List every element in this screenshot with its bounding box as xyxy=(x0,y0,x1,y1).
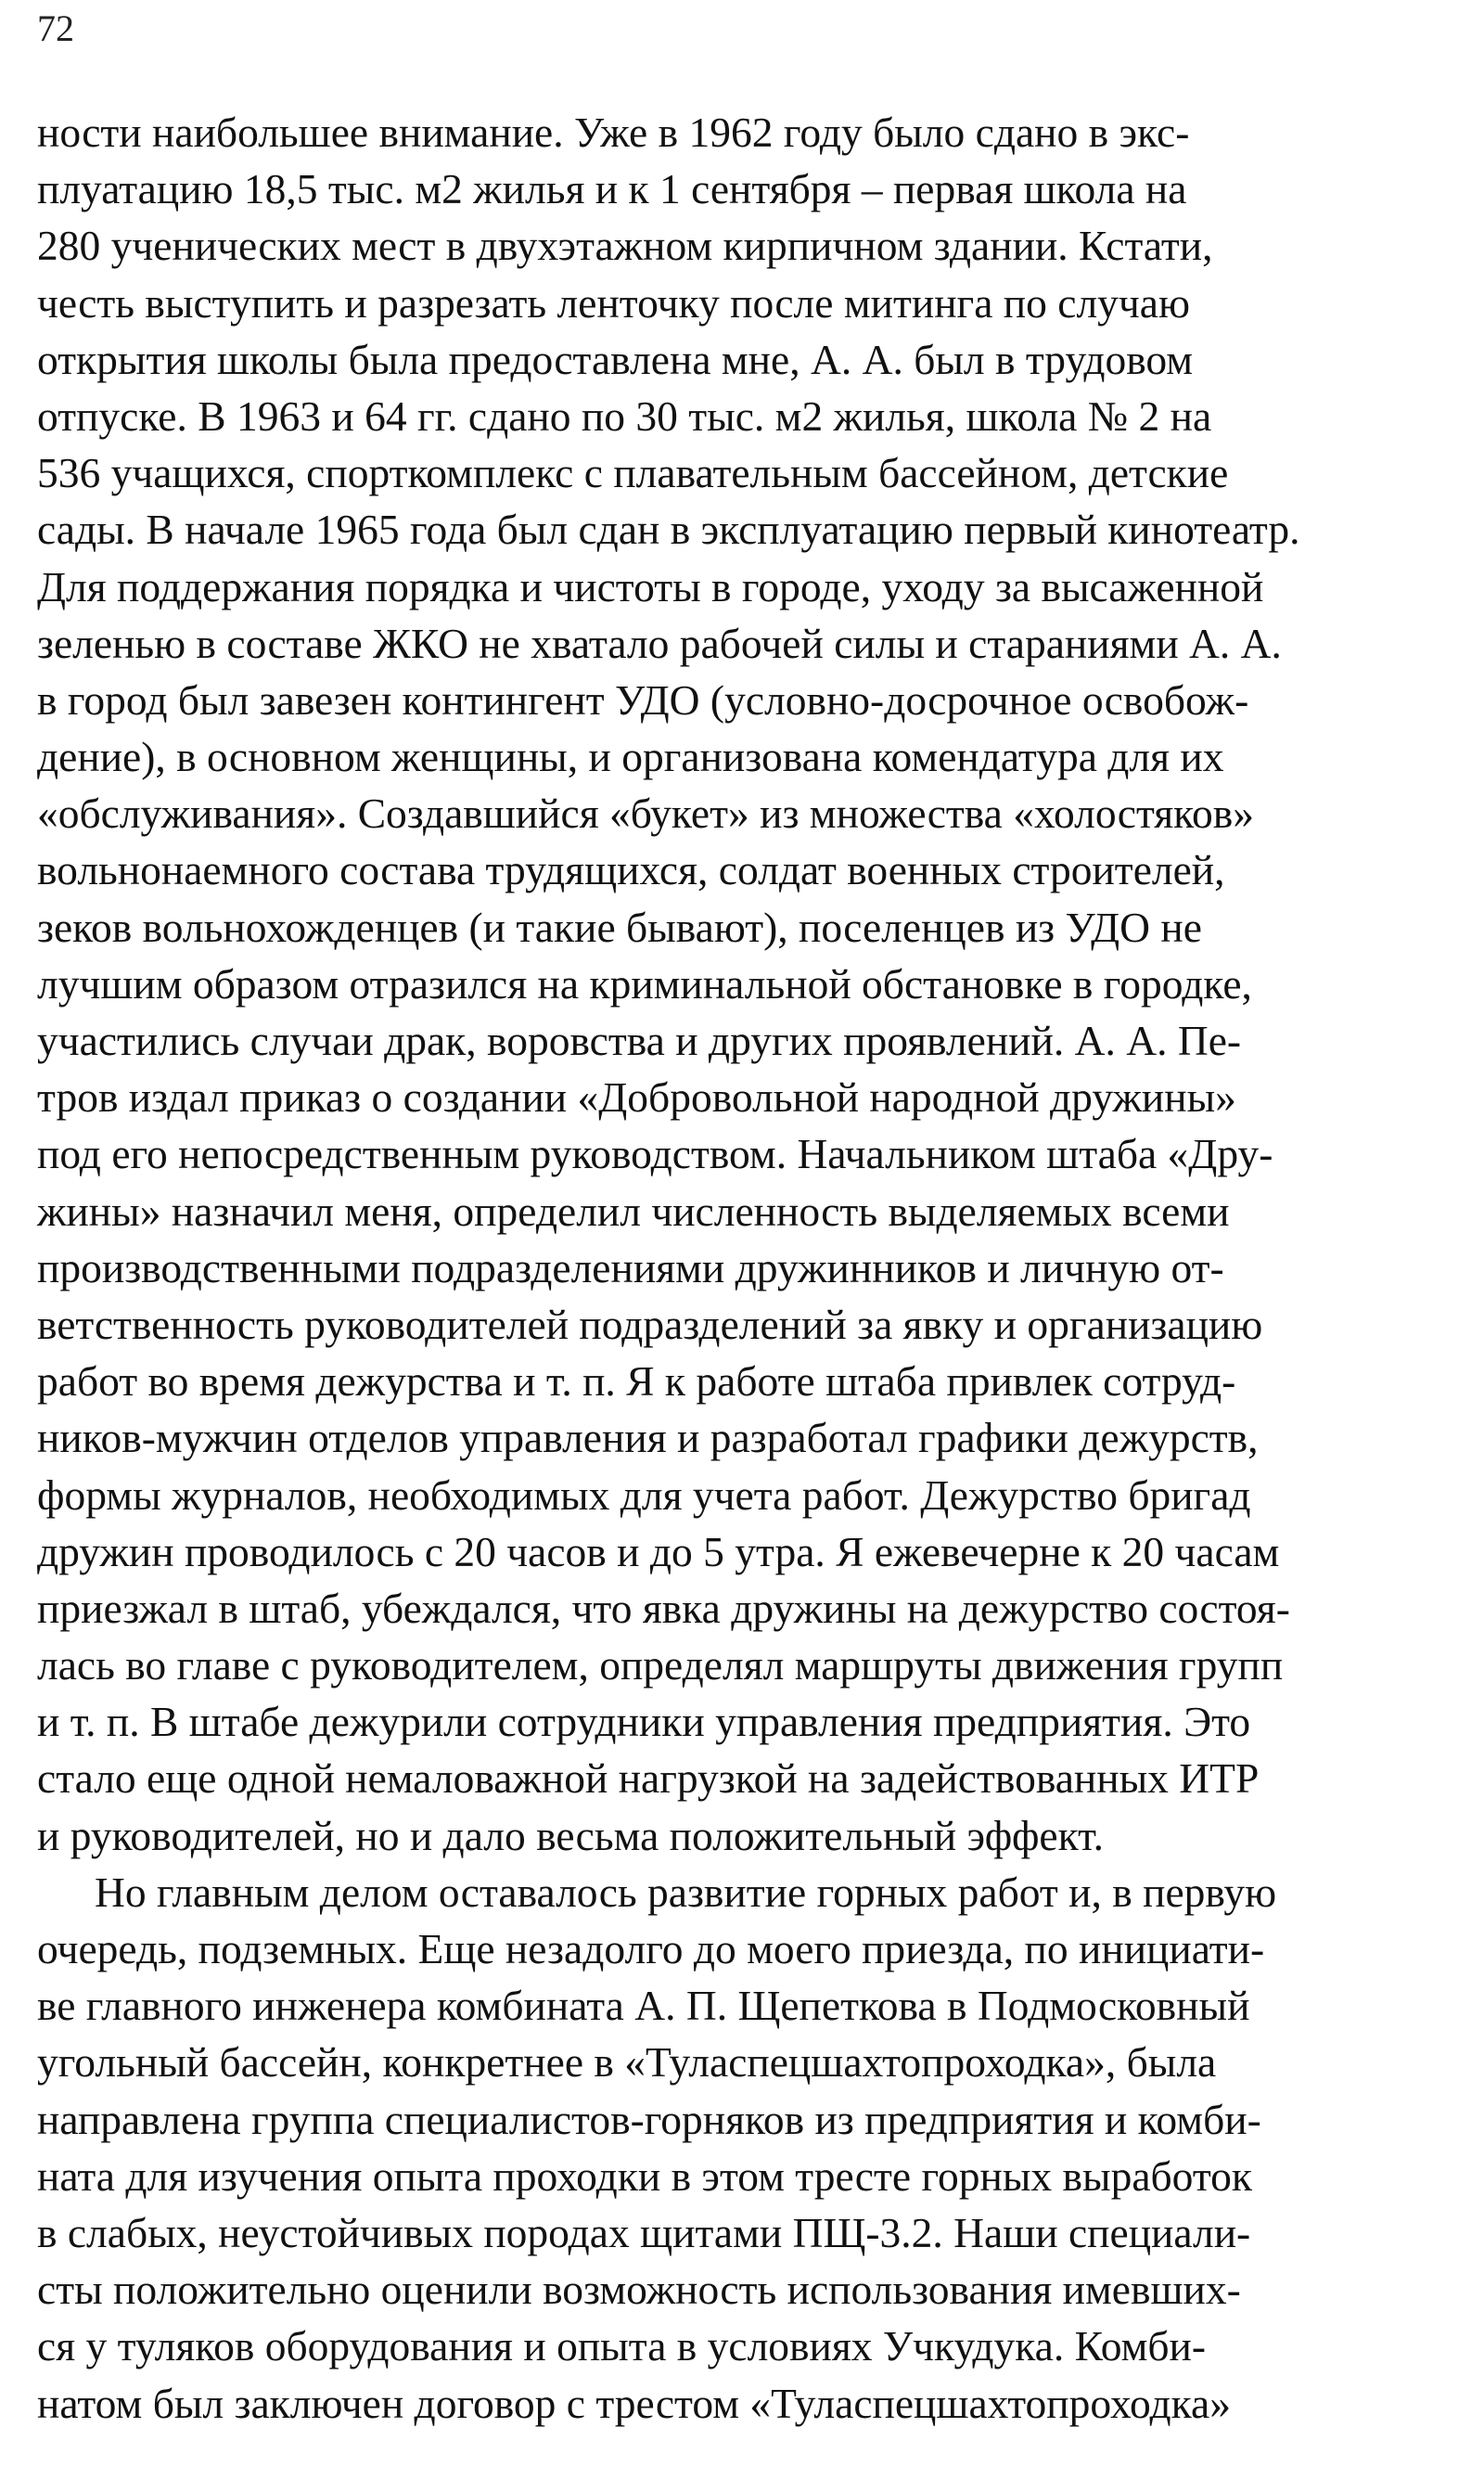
text-line: ников-мужчин отделов управления и разработал графики дежурств, xyxy=(37,1414,1259,1462)
text-line: открытия школы была предоставлена мне, А. А. был в трудовом xyxy=(37,335,1194,383)
text-line: тров издал приказ о создании «Добровольной народной дружины» xyxy=(37,1073,1236,1122)
text-line: ве главного инженера комбината А. П. Щепеткова в Подмосковный xyxy=(37,1982,1250,2030)
text-line: Но главным делом оставалось развитие горных работ и, в первую xyxy=(95,1868,1277,1916)
text-line: и т. п. В штабе дежурили сотрудники управления предприятия. Это xyxy=(37,1698,1251,1746)
text-line: вольнонаемного состава трудящихся, солдат военных строителей, xyxy=(37,846,1225,894)
text-line: 536 учащихся, спорткомплекс с плавательным бассейном, детские xyxy=(37,449,1229,497)
text-line: честь выступить и разрезать ленточку после митинга по случаю xyxy=(37,278,1190,327)
text-line: лась во главе с руководителем, определял маршруты движения групп xyxy=(37,1641,1284,1689)
text-line: и руководителей, но и дало весьма положительный эффект. xyxy=(37,1811,1104,1859)
text-line: очередь, подземных. Еще незадолго до моего приезда, по инициати- xyxy=(37,1925,1265,1972)
text-line: отпуске. В 1963 и 64 гг. сдано по 30 тыс. м2 жилья, школа № 2 на xyxy=(37,392,1212,440)
text-line: дение), в основном женщины, и организована комендатура для их xyxy=(37,733,1224,781)
text-line: направлена группа специалистов-горняков из предприятия и комби- xyxy=(37,2095,1261,2143)
text-line: угольный бассейн, конкретнее в «Туласпецшахтопроходка», была xyxy=(37,2038,1217,2087)
text-line: зеленью в составе ЖКО не хватало рабочей силы и стараниями А. А. xyxy=(37,619,1282,667)
text-line: ветственность руководителей подразделений за явку и организацию xyxy=(37,1300,1263,1348)
text-line: под его непосредственным руководством. Начальником штаба «Дру- xyxy=(37,1130,1273,1178)
text-line: зеков вольнохожденцев (и такие бывают), поселенцев из УДО не xyxy=(37,903,1202,951)
paragraph xyxy=(37,1864,1447,2432)
text-line: участились случаи драк, воровства и других проявлений. А. А. Пе- xyxy=(37,1017,1242,1064)
text-line: «обслуживания». Создавшийся «букет» из множества «холостяков» xyxy=(37,790,1254,838)
text-line: сты положительно оценили возможность использования имевших- xyxy=(37,2266,1241,2314)
text-line: жины» назначил меня, определил численность выделяемых всеми xyxy=(37,1187,1230,1235)
paragraph xyxy=(37,104,1447,1864)
text-line: Для поддержания порядка и чистоты в городе, уходу за высаженной xyxy=(37,562,1264,610)
text-line: ности наибольшее внимание. Уже в 1962 году было сдано в экс- xyxy=(37,109,1190,156)
text-line: 280 ученических мест в двухэтажном кирпичном здании. Кстати, xyxy=(37,222,1213,270)
text-line: лучшим образом отразился на криминальной обстановке в городке, xyxy=(37,959,1252,1008)
text-line: ната для изучения опыта проходки в этом тресте горных выработок xyxy=(37,2151,1252,2200)
text-line: стало еще одной немаловажной нагрузкой на задействованных ИТР xyxy=(37,1754,1260,1803)
page-number: 72 xyxy=(37,7,74,49)
text-line: в город был завезен контингент УДО (условно-досрочное освобож- xyxy=(37,675,1249,724)
text-line: в слабых, неустойчивых породах щитами ПЩ-3.2. Наши специали- xyxy=(37,2208,1251,2256)
text-line: сады. В начале 1965 года был сдан в эксплуатацию первый кинотеатр. xyxy=(37,506,1300,554)
text-line: формы журналов, необходимых для учета работ. Дежурство бригад xyxy=(37,1471,1251,1519)
text-line: производственными подразделениями дружинников и личную от- xyxy=(37,1243,1224,1291)
text-line: плуатацию 18,5 тыс. м2 жилья и к 1 сентября – первая школа на xyxy=(37,165,1187,213)
text-line: дружин проводилось с 20 часов и до 5 утра. Я ежевечерне к 20 часам xyxy=(37,1527,1280,1575)
text-line: ся у туляков оборудования и опыта в условиях Учкудука. Комби- xyxy=(37,2322,1207,2370)
body-text xyxy=(37,104,1447,2432)
text-line: приезжал в штаб, убеждался, что явка дружины на дежурство состоя- xyxy=(37,1584,1290,1632)
text-line: натом был заключен договор с трестом «Туласпецшахтопроходка» xyxy=(37,2379,1231,2427)
text-line: работ во время дежурства и т. п. Я к работе штаба привлек сотруд- xyxy=(37,1357,1236,1406)
